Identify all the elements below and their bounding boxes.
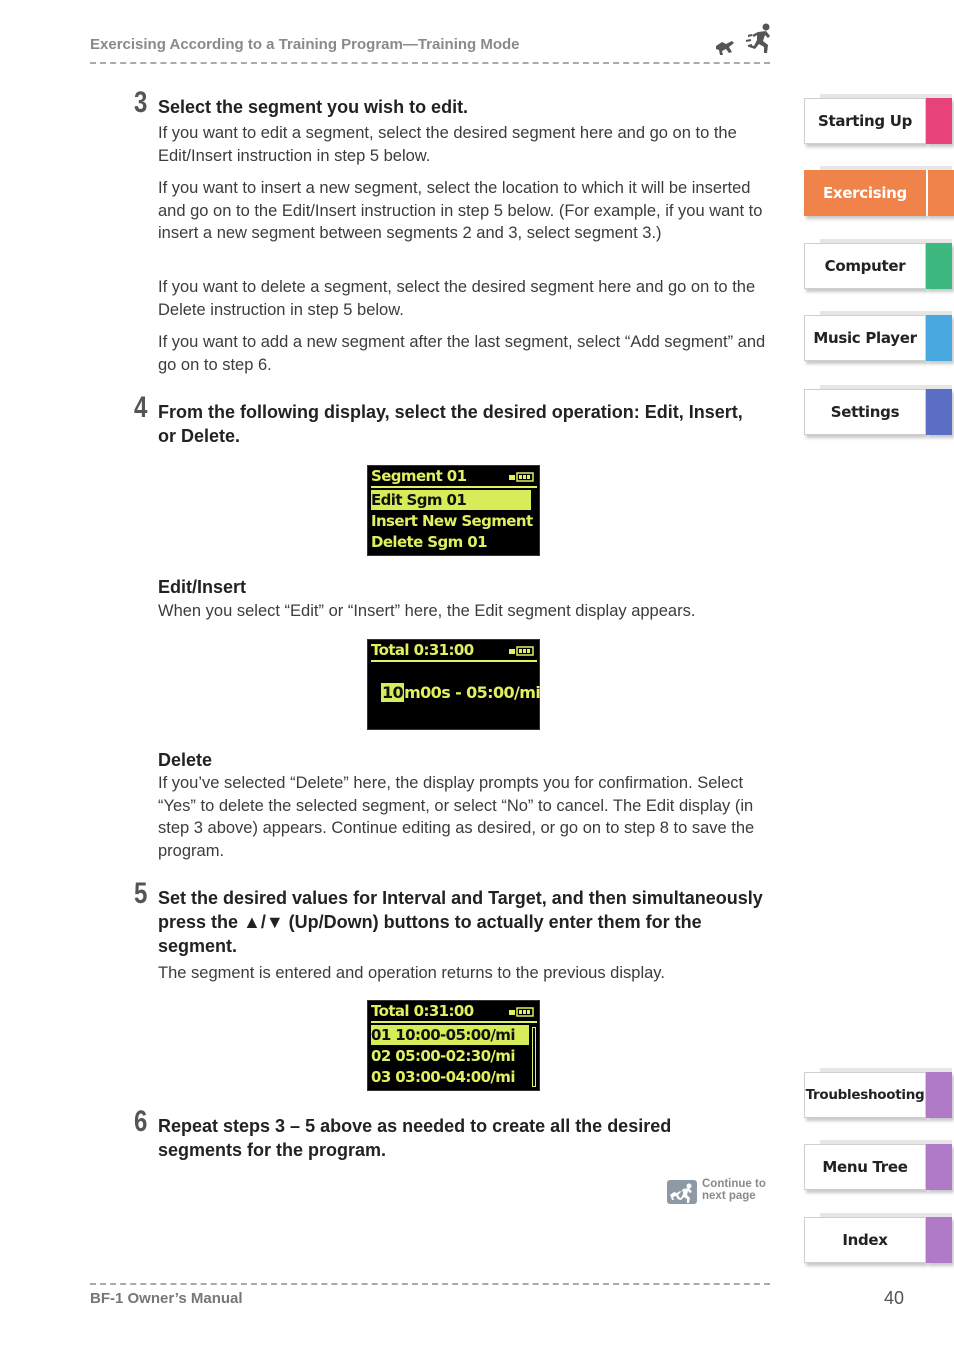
lcd-header: Total 0:31:00 bbox=[371, 1001, 537, 1023]
continue-line-1: Continue to bbox=[702, 1178, 766, 1190]
step-4-title: From the following display, select the desired operation: Edit, Insert, or Delete. bbox=[158, 402, 743, 446]
lcd-menu-edit[interactable]: Edit Sgm 01 bbox=[371, 490, 531, 510]
tab-label: Index bbox=[804, 1217, 926, 1263]
step-3-para-4: If you want to add a new segment after the last segment, select “Add segment” and go on to step 6. bbox=[158, 333, 766, 374]
tab-color-strip bbox=[926, 1072, 952, 1118]
delete-text: If you’ve selected “Delete” here, the display prompts you for confirmation. Select “Yes” to delete the selected segment, or select “No” to cancel. The Edit display (in step 3 above) appears. Continue editing as desired, or go on to step 8 to save the program. bbox=[158, 774, 755, 860]
tab-label: Troubleshooting bbox=[804, 1072, 926, 1118]
lcd-segment-value bbox=[381, 683, 540, 703]
tab-troubleshooting[interactable] bbox=[804, 1072, 952, 1124]
page-number: 40 bbox=[884, 1288, 905, 1308]
tab-color-strip bbox=[926, 1144, 952, 1190]
lcd-cursor-field[interactable]: 10 bbox=[382, 683, 404, 702]
step-number-5: 5 bbox=[134, 877, 148, 910]
tab-label: Exercising bbox=[804, 170, 926, 216]
tab-label: Computer bbox=[804, 243, 926, 289]
footer-divider bbox=[90, 1283, 770, 1285]
continue-line-2: next page bbox=[702, 1190, 756, 1202]
tab-starting-up[interactable] bbox=[804, 98, 952, 150]
lcd-segment-menu bbox=[367, 465, 540, 556]
step-3-para-3: If you want to delete a segment, select the desired segment here and go on to the Delete instruction in step 5 below. bbox=[158, 278, 756, 319]
tab-computer[interactable] bbox=[804, 243, 952, 295]
tab-label: Menu Tree bbox=[804, 1144, 926, 1190]
lcd-scrollbar bbox=[532, 1027, 536, 1087]
step-number-4: 4 bbox=[134, 391, 148, 424]
lcd-value-rest: m00s - 05:00/mi bbox=[404, 683, 541, 702]
step-3-para-1: If you want to edit a segment, select the desired segment here and go on to the Edit/Insert instruction in step 5 below. bbox=[158, 124, 737, 165]
delete-heading: Delete bbox=[158, 750, 213, 770]
step-number-3: 3 bbox=[134, 86, 148, 119]
continue-text bbox=[702, 1178, 766, 1202]
tab-index[interactable] bbox=[804, 1217, 952, 1269]
step-3-para-2: If you want to insert a new segment, select the location to which it will be inserted and go on to the Edit/Insert instruction in step 5 below. (For example, if you want to insert a new segment between segments 2 and 3, select segment 3.) bbox=[158, 179, 763, 242]
tab-color-strip bbox=[926, 389, 952, 435]
tab-color-strip bbox=[926, 243, 952, 289]
tab-color-strip bbox=[926, 1217, 952, 1263]
battery-icon bbox=[509, 472, 535, 482]
lcd-segment-list bbox=[367, 1000, 540, 1091]
tab-color-strip bbox=[926, 315, 952, 361]
runner-dog-icon bbox=[714, 22, 774, 56]
tab-color-strip bbox=[926, 170, 954, 216]
page-header-title: Exercising According to a Training Program—Training Mode bbox=[90, 36, 520, 53]
lcd-menu-insert[interactable]: Insert New Segment bbox=[371, 512, 533, 530]
continue-next-page-link[interactable] bbox=[667, 1178, 777, 1208]
lcd-list-row[interactable]: 02 05:00-02:30/mi bbox=[371, 1047, 515, 1065]
edit-insert-heading: Edit/Insert bbox=[158, 577, 247, 597]
lcd-menu-delete[interactable]: Delete Sgm 01 bbox=[371, 533, 487, 551]
tab-label: Settings bbox=[804, 389, 926, 435]
lcd-header: Segment 01 bbox=[371, 466, 537, 488]
step-5-title: Set the desired values for Interval and Target, and then simultaneously press the ▲/▼ (Up/Down) buttons to actually enter them for the segment. bbox=[158, 888, 763, 956]
step-number-6: 6 bbox=[134, 1105, 148, 1138]
step-3-title: Select the segment you wish to edit. bbox=[158, 97, 469, 117]
tab-label: Music Player bbox=[804, 315, 926, 361]
battery-icon bbox=[509, 1007, 535, 1017]
battery-icon bbox=[509, 646, 535, 656]
tab-exercising[interactable] bbox=[804, 170, 952, 222]
edit-insert-text: When you select “Edit” or “Insert” here, the Edit segment display appears. bbox=[158, 602, 696, 620]
lcd-edit-segment bbox=[367, 639, 540, 730]
tab-settings[interactable] bbox=[804, 389, 952, 441]
tab-menu-tree[interactable] bbox=[804, 1144, 952, 1196]
tab-label: Starting Up bbox=[804, 98, 926, 144]
step-6-title: Repeat steps 3 – 5 above as needed to create all the desired segments for the program. bbox=[158, 1116, 672, 1160]
continue-runner-icon bbox=[667, 1180, 697, 1204]
step-5-para-1: The segment is entered and operation returns to the previous display. bbox=[158, 964, 665, 982]
tab-music-player[interactable] bbox=[804, 315, 952, 367]
tab-color-strip bbox=[926, 98, 952, 144]
lcd-list-row[interactable]: 03 03:00-04:00/mi bbox=[371, 1068, 515, 1086]
header-divider bbox=[90, 62, 770, 64]
lcd-header: Total 0:31:00 bbox=[371, 640, 537, 662]
lcd-list-row[interactable]: 01 10:00-05:00/mi bbox=[371, 1025, 529, 1045]
footer-manual-title: BF-1 Owner’s Manual bbox=[90, 1290, 243, 1307]
